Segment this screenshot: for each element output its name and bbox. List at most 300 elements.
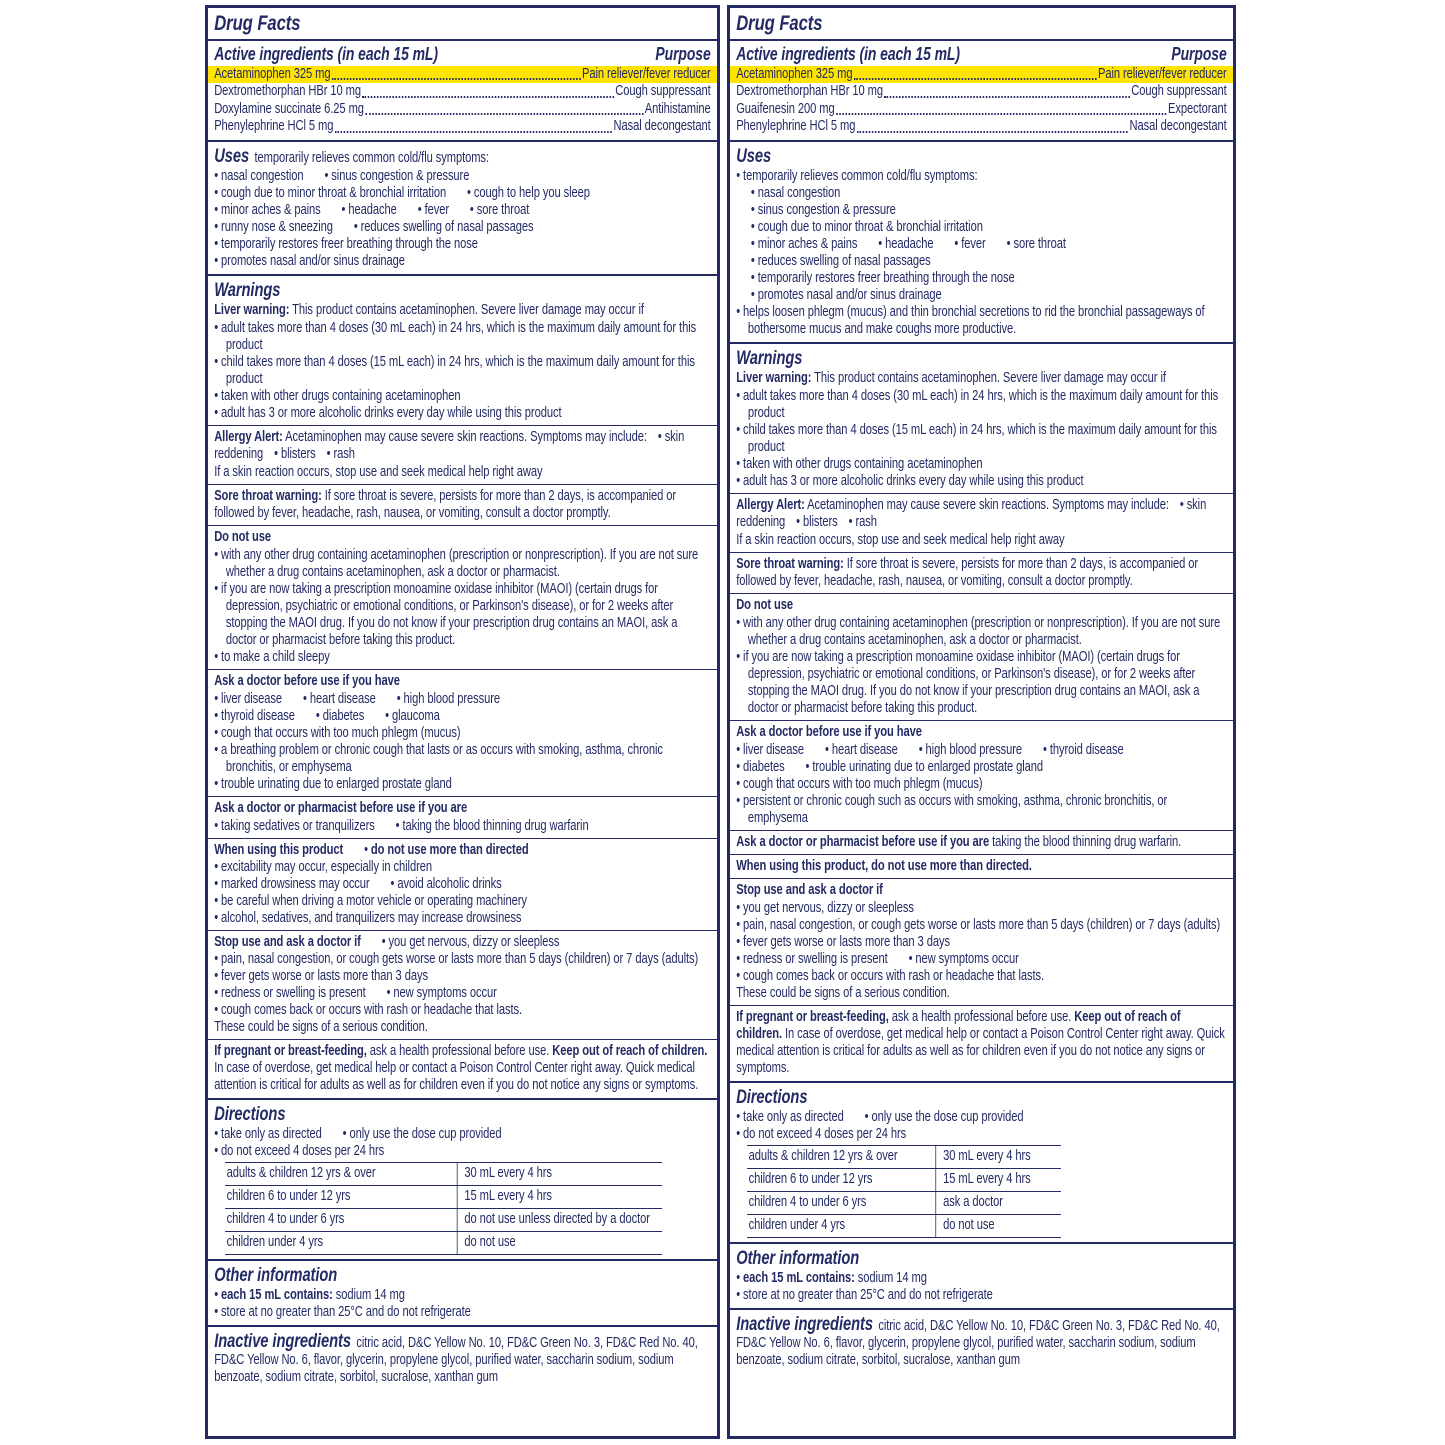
text-run: with any other drug containing acetaminophen (prescription or nonprescription). If you are not sure whether a drug contains acetaminophen, ask a doctor or pharmacist.: [221, 546, 699, 580]
dosage-row: [747, 1191, 1061, 1214]
text-run: headache: [885, 235, 934, 252]
section-inline-text: temporarily relieves common cold/flu symptoms:: [254, 149, 489, 166]
text-run: Keep out of reach of children.: [736, 1008, 1181, 1042]
bullet-icon: •: [736, 614, 744, 631]
bullet-icon: •: [214, 404, 222, 421]
ingredient-name: Acetaminophen 325 mg: [214, 66, 331, 82]
section-inline-text: citric acid, D&C Yellow No. 10, FD&C Green No. 3, FD&C Red No. 40, FD&C Yellow No. 6, flavor, glycerin, propylene glycol, purified water, saccharin sodium, sodium benzoate, sodium citrate, sorbitol, sucralose, xanthan gum: [736, 1317, 1220, 1368]
section-divider: [208, 425, 717, 426]
bullet-icon: •: [214, 892, 222, 909]
bullet-icon: •: [736, 648, 744, 665]
note-text: If a skin reaction occurs, stop use and seek medical help right away: [214, 463, 543, 480]
bullet-line: [214, 1126, 710, 1143]
bullet-icon: •: [214, 724, 222, 741]
text-run: Ask a doctor before use if you have: [214, 672, 400, 689]
text-run: If sore throat is severe, persists for more than 2 days, is accompanied or followed by fever, headache, rash, nausea, or vomiting, consult a doctor promptly.: [736, 555, 1199, 589]
text-run: Allergy Alert:: [214, 428, 283, 445]
bullet-item: [736, 388, 1218, 421]
bullet-icon: •: [214, 707, 222, 724]
bullet-line: [736, 951, 1226, 968]
section-divider: [208, 1098, 717, 1100]
bullet-icon: •: [736, 758, 744, 775]
paragraph: [214, 302, 710, 319]
bullet-item: [396, 818, 589, 834]
text-run: minor aches & pains: [221, 201, 321, 218]
text-run: heart disease: [831, 741, 898, 758]
text-run: If sore throat is severe, persists for more than 2 days, is accompanied or followed by fever, headache, rash, nausea, or vomiting, consult a doctor promptly.: [214, 487, 677, 521]
text-run: fever gets worse or lasts more than 3 days: [743, 933, 950, 950]
active-ingredient-row: [214, 83, 710, 100]
text-run: liver disease: [221, 690, 283, 707]
bullet-item: [736, 934, 950, 950]
active-ingredients-heading: Active ingredients (in each 15 mL): [214, 44, 438, 64]
text-run: if you are now taking a prescription monoamine oxidase inhibitor (MAOI) (certain drugs for depression, psychiatric or emotional conditions, or Parkinson's disease), or for 2 weeks after stopping the MAOI drug. If you do not know if your prescription drug contains an MAOI, ask a doctor or pharmacist before taking this product.: [743, 648, 1200, 716]
bullet-line: [214, 354, 710, 388]
bullet-item: [736, 900, 914, 916]
bullet-icon: •: [214, 1142, 222, 1159]
bullet-icon: •: [736, 472, 744, 489]
text-run: When using this product: [214, 841, 344, 858]
bullet-line: [736, 776, 1226, 793]
section-title: Inactive ingredients: [214, 1330, 351, 1352]
bullet-icon: •: [736, 741, 744, 758]
bullet-icon: •: [214, 648, 222, 665]
bullet-item: [736, 917, 1220, 933]
text-run: sinus congestion & pressure: [331, 167, 470, 184]
text-run: Allergy Alert:: [736, 496, 805, 513]
bullet-icon: •: [214, 909, 222, 926]
section-divider: [730, 878, 1233, 879]
active-ingredient-row: [736, 101, 1226, 118]
age-group-cell: adults & children 12 yrs & over: [226, 1165, 376, 1182]
active-ingredient-row: [214, 101, 710, 118]
bullet-icon: •: [214, 741, 222, 758]
text-run: a breathing problem or chronic cough that lasts or as occurs with smoking, asthma, chronic bronchitis, or emphysema: [221, 741, 663, 775]
text-run: pain, nasal congestion, or cough gets worse or lasts more than 5 days (children) or 7 days (adults): [221, 950, 699, 967]
section-divider: [208, 838, 717, 839]
section-heading: [214, 1265, 710, 1286]
bullet-line: [214, 742, 710, 776]
note-text: If a skin reaction occurs, stop use and seek medical help right away: [736, 531, 1065, 548]
ingredient-name: Acetaminophen 325 mg: [736, 66, 853, 82]
section-heading: [214, 1331, 710, 1386]
drug-facts-panel-left: [205, 5, 720, 1439]
bullet-item: [736, 168, 977, 184]
bullet-item: [303, 691, 376, 707]
bullet-line: [214, 859, 710, 876]
bullet-icon: •: [214, 775, 222, 792]
bullet-item: [214, 910, 521, 926]
text-run: sinus congestion & pressure: [757, 201, 896, 218]
bullet-item: [214, 708, 295, 724]
bullet-item: [736, 793, 1167, 826]
bullet-line: [736, 793, 1226, 827]
bullet-line: [751, 202, 1227, 219]
dosage-row: [225, 1208, 662, 1231]
bullet-line: [736, 1126, 1226, 1143]
text-run: fever: [424, 201, 449, 218]
bullet-item: [214, 742, 663, 775]
bullet-line: [214, 219, 710, 236]
bullet-line: [736, 304, 1226, 338]
dotted-leader: [363, 96, 614, 98]
bullet-item: [751, 236, 857, 252]
text-run: fever gets worse or lasts more than 3 days: [221, 967, 428, 984]
text-run: each 15 mL contains:: [743, 1269, 855, 1286]
section-divider: [730, 1081, 1233, 1083]
text-run: cough comes back or occurs with rash or headache that lasts.: [221, 1001, 523, 1018]
dotted-leader: [332, 78, 580, 80]
ingredient-name: Dextromethorphan HBr 10 mg: [736, 83, 883, 100]
text-run: taking the blood thinning drug warfarin: [402, 817, 589, 834]
bullet-item: [214, 168, 303, 184]
bullet-icon: •: [824, 741, 832, 758]
bullet-item: [214, 968, 428, 984]
bullet-line: [214, 776, 710, 793]
section-heading: [214, 146, 710, 167]
dotted-leader: [365, 113, 643, 115]
text-run: to make a child sleepy: [221, 648, 330, 665]
bullet-icon: •: [750, 286, 758, 303]
text-run: only use the dose cup provided: [349, 1125, 502, 1142]
section-title: Other information: [736, 1247, 860, 1269]
bullet-item: [214, 842, 343, 858]
bullet-icon: •: [736, 167, 744, 184]
panel-left-content: [208, 8, 717, 1386]
section-divider: [730, 552, 1233, 553]
bullet-line: [214, 388, 710, 405]
section-divider: [730, 593, 1233, 594]
dosage-row: [225, 1231, 662, 1255]
text-run: heart disease: [309, 690, 376, 707]
bullet-line: [736, 917, 1226, 934]
section-divider: [730, 1308, 1233, 1310]
text-run: Stop use and ask a doctor if: [214, 933, 361, 950]
section-heading: [736, 1314, 1226, 1369]
bullet-item: [751, 185, 840, 201]
age-group-cell: adults & children 12 yrs & over: [748, 1148, 898, 1165]
text-run: temporarily relieves common cold/flu symptoms:: [743, 167, 978, 184]
text-run: Liver warning:: [736, 369, 812, 386]
text-run: store at no greater than 25°C and do not refrigerate: [743, 1286, 993, 1303]
bullet-item: [343, 1126, 502, 1142]
paragraph: [736, 724, 1226, 741]
bullet-item: [470, 202, 529, 218]
bullet-item: [919, 742, 1022, 758]
text-run: avoid alcoholic drinks: [397, 875, 502, 892]
bullet-line: [736, 388, 1226, 422]
bullet-item: [1043, 742, 1124, 758]
text-run: cough comes back or occurs with rash or headache that lasts.: [743, 967, 1045, 984]
bullet-line: [214, 649, 710, 666]
bullet-item: [214, 405, 561, 421]
bullet-icon: •: [341, 201, 349, 218]
bullet-item: [214, 185, 446, 201]
ingredient-name: Doxylamine succinate 6.25 mg: [214, 100, 364, 117]
bullet-line: [214, 876, 710, 893]
text-run: minor aches & pains: [757, 235, 858, 252]
bullet-line: [214, 1287, 710, 1304]
dotted-leader: [857, 131, 1128, 133]
bullet-icon: •: [381, 933, 389, 950]
bullet-line: [736, 649, 1226, 717]
bullet-item: [214, 1002, 522, 1018]
dotted-leader: [335, 131, 612, 133]
bullet-line: [214, 725, 710, 742]
bullet-icon: •: [342, 1125, 350, 1142]
section-heading: [214, 1104, 710, 1125]
bullet-item: [1007, 236, 1066, 252]
bullet-icon: •: [736, 1108, 744, 1125]
dose-cell: 15 mL every 4 hrs: [457, 1186, 662, 1208]
age-group-cell: children under 4 yrs: [748, 1217, 846, 1234]
bullet-item: [954, 236, 985, 252]
bullet-item: [736, 422, 1217, 455]
bullet-icon: •: [750, 235, 758, 252]
bullet-icon: •: [214, 218, 222, 235]
bullet-icon: •: [214, 580, 222, 597]
text-run: cough that occurs with too much phlegm (mucus): [743, 775, 983, 792]
ingredient-name: Phenylephrine HCl 5 mg: [736, 118, 856, 135]
paragraph: [214, 529, 710, 546]
section-title: Inactive ingredients: [736, 1313, 873, 1335]
section-divider: [208, 525, 717, 526]
text-run: Ask a doctor before use if you have: [736, 723, 922, 740]
bullet-line: [214, 818, 710, 835]
text-run: reduces swelling of nasal passages: [757, 252, 931, 269]
bullet-icon: •: [214, 950, 222, 967]
text-run: take only as directed: [743, 1108, 844, 1125]
bullet-item: [214, 893, 527, 909]
text-run: fever: [961, 235, 986, 252]
bullet-item: [214, 818, 375, 834]
bullet-icon: •: [385, 707, 393, 724]
bullet-item: [387, 985, 497, 1001]
bullet-icon: •: [469, 201, 477, 218]
bullet-item: [806, 759, 1044, 775]
text-run: each 15 mL contains:: [221, 1286, 333, 1303]
ingredient-purpose: Cough suppressant: [1131, 83, 1227, 100]
bullet-item: [467, 185, 590, 201]
section-divider: [208, 930, 717, 931]
text-run: headache: [348, 201, 397, 218]
bullet-item: [342, 202, 397, 218]
bullet-item: [878, 236, 933, 252]
active-ingredients-header: [214, 44, 710, 65]
bullet-item: [214, 202, 320, 218]
dotted-leader: [854, 78, 1096, 80]
bullet-icon: •: [214, 690, 222, 707]
bullet-item: [397, 691, 500, 707]
paragraph: [736, 834, 1226, 851]
bullet-item: [214, 581, 677, 648]
bullet-icon: •: [750, 252, 758, 269]
bullet-icon: •: [390, 875, 398, 892]
text-run: thyroid disease: [221, 707, 295, 724]
text-run: alcohol, sedatives, and tranquilizers may increase drowsiness: [221, 909, 522, 926]
bullet-item: [391, 876, 502, 892]
dosage-row: [747, 1145, 1061, 1168]
drug-facts-panel-right: [727, 5, 1236, 1439]
text-run: adult takes more than 4 doses (30 mL each) in 24 hrs, which is the maximum daily amount for this product: [221, 319, 697, 353]
bullet-item: [825, 742, 898, 758]
section-divider: [730, 140, 1233, 142]
paragraph: [736, 858, 1226, 875]
bullet-item: [214, 1287, 405, 1303]
bullet-icon: •: [214, 1125, 222, 1142]
active-ingredient-row: [730, 66, 1233, 83]
bullet-icon: •: [736, 967, 744, 984]
text-run: trouble urinating due to enlarged prostate gland: [812, 758, 1044, 775]
bullet-item: [736, 473, 1083, 489]
ingredient-purpose: Cough suppressant: [615, 83, 711, 100]
text-run: In case of overdose, get medical help or contact a Poison Control Center right away. Quick medical attention is critical for adults as well as for children even if you do not notice any signs or symptoms.: [214, 1059, 699, 1093]
section-title: Directions: [214, 1103, 286, 1125]
bullet-item: [316, 708, 364, 724]
dosage-row: [747, 1168, 1061, 1191]
text-run: When using this product, do not use more than directed.: [736, 857, 1032, 874]
bullet-icon: •: [736, 1125, 744, 1142]
bullet-item: [214, 951, 698, 967]
bullet-line: [751, 219, 1227, 236]
bullet-icon: •: [214, 201, 222, 218]
text-run: If pregnant or breast-feeding,: [736, 1008, 889, 1025]
text-run: ask a health professional before use.: [366, 1042, 553, 1059]
section-inline-text: citric acid, D&C Yellow No. 10, FD&C Green No. 3, FD&C Red No. 40, FD&C Yellow No. 6, flavor, glycerin, propylene glycol, purified water, saccharin sodium, sodium benzoate, sodium citrate, sorbitol, sucralose, xanthan gum: [214, 1334, 698, 1385]
text-run: with any other drug containing acetaminophen (prescription or nonprescription). If you are not sure whether a drug contains acetaminophen, ask a doctor or pharmacist.: [743, 614, 1221, 648]
active-ingredient-row: [208, 66, 717, 83]
text-run: ask a health professional before use.: [888, 1008, 1075, 1025]
section-divider: [730, 493, 1233, 494]
text-run: persistent or chronic cough such as occurs with smoking, asthma, chronic bronchitis, or emphysema: [743, 792, 1168, 826]
bullet-line: [736, 422, 1226, 456]
bullet-line: [214, 985, 710, 1002]
bullet-icon: •: [918, 741, 926, 758]
text-run: trouble urinating due to enlarged prostate gland: [221, 775, 452, 792]
bullet-item: [382, 934, 560, 950]
bullet-item: [909, 951, 1019, 967]
bullet-line: [214, 842, 710, 859]
paragraph: [214, 800, 710, 817]
text-run: do not exceed 4 doses per 24 hrs: [743, 1125, 907, 1142]
dose-cell: do not use unless directed by a doctor: [457, 1209, 662, 1231]
bullet-icon: •: [1006, 235, 1014, 252]
text-run: thyroid disease: [1049, 741, 1124, 758]
section-divider: [208, 484, 717, 485]
text-run: reduces swelling of nasal passages: [360, 218, 534, 235]
bullet-line: [736, 759, 1226, 776]
bullet-item: [736, 776, 982, 792]
text-run: store at no greater than 25°C and do not refrigerate: [221, 1303, 471, 1320]
text-run: do not use more than directed: [370, 841, 529, 858]
text-run: Do not use: [214, 528, 272, 545]
bullet-icon: •: [315, 707, 323, 724]
bullet-icon: •: [736, 387, 744, 404]
bullet-icon: •: [736, 792, 744, 809]
text-run: This product contains acetaminophen. Severe liver damage may occur if: [289, 301, 644, 318]
bullet-icon: •: [214, 984, 222, 1001]
bullet-item: [736, 968, 1044, 984]
text-run: nasal congestion: [757, 184, 841, 201]
text-run: Sore throat warning:: [214, 487, 322, 504]
bullet-item: [736, 1287, 993, 1303]
text-run: runny nose & sneezing: [221, 218, 333, 235]
bullet-line: [214, 893, 710, 910]
bullet-line: [736, 1287, 1226, 1304]
bullet-icon: •: [736, 933, 744, 950]
bullet-line: [736, 456, 1226, 473]
bullet-icon: •: [736, 1269, 744, 1286]
bullet-line: [214, 168, 710, 185]
purpose-heading: Purpose: [1171, 44, 1227, 64]
bullet-line: [214, 547, 710, 581]
bullet-icon: •: [736, 1286, 744, 1303]
bullet-line: [214, 968, 710, 985]
text-run: taken with other drugs containing acetaminophen: [743, 455, 983, 472]
bullet-item: [214, 236, 478, 252]
bullet-item: [736, 759, 784, 775]
section-divider: [208, 669, 717, 670]
section-title: Warnings: [214, 279, 281, 301]
text-run: Sore throat warning:: [736, 555, 844, 572]
bullet-line: [214, 1143, 710, 1160]
text-run: Acetaminophen may cause severe skin reactions. Symptoms may include: • skin reddening • blisters • rash: [214, 428, 685, 462]
bullet-line: [751, 270, 1227, 287]
bullet-item: [736, 649, 1199, 716]
bullet-line: [736, 168, 1226, 185]
bullet-line: [751, 253, 1227, 270]
text-run: diabetes: [743, 758, 785, 775]
bullet-icon: •: [214, 184, 222, 201]
section-divider: [730, 1242, 1233, 1244]
section-divider: [730, 342, 1233, 344]
bullet-line: [214, 910, 710, 927]
section-divider: [730, 720, 1233, 721]
bullet-icon: •: [214, 319, 222, 336]
ingredient-purpose: Nasal decongestant: [1129, 118, 1227, 135]
bullet-icon: •: [1042, 741, 1050, 758]
bullet-item: [865, 1109, 1024, 1125]
note-text: These could be signs of a serious condition.: [214, 1018, 428, 1035]
bullet-item: [751, 270, 1015, 286]
bullet-line: [736, 934, 1226, 951]
note-text: These could be signs of a serious condition.: [736, 984, 950, 1001]
bullet-line: [214, 405, 710, 422]
age-group-cell: children 4 to under 6 yrs: [226, 1211, 345, 1228]
ingredient-name: Phenylephrine HCl 5 mg: [214, 118, 334, 135]
bullet-icon: •: [878, 235, 886, 252]
text-run: cough that occurs with too much phlegm (mucus): [221, 724, 461, 741]
purpose-heading: Purpose: [655, 44, 711, 64]
age-group-cell: children 4 to under 6 yrs: [748, 1194, 867, 1211]
bullet-line: [214, 581, 710, 649]
bullet-line: [214, 320, 710, 354]
section-title: Uses: [214, 145, 250, 167]
bullet-line: [214, 236, 710, 253]
text-run: redness or swelling is present: [221, 984, 366, 1001]
ingredient-purpose: Nasal decongestant: [613, 118, 711, 135]
text-run: adult takes more than 4 doses (30 mL each) in 24 hrs, which is the maximum daily amount for this product: [743, 387, 1219, 421]
dotted-leader: [836, 113, 1166, 115]
text-run: adult has 3 or more alcoholic drinks every day while using this product: [743, 472, 1084, 489]
bullet-item: [214, 934, 361, 950]
paragraph: [214, 429, 710, 463]
text-run: you get nervous, dizzy or sleepless: [388, 933, 560, 950]
ingredient-purpose: Antihistamine: [644, 100, 711, 117]
ingredient-purpose: Pain reliever/fever reducer: [1097, 66, 1227, 82]
paragraph: [736, 882, 1226, 899]
active-ingredients-heading: Active ingredients (in each 15 mL): [736, 44, 960, 64]
